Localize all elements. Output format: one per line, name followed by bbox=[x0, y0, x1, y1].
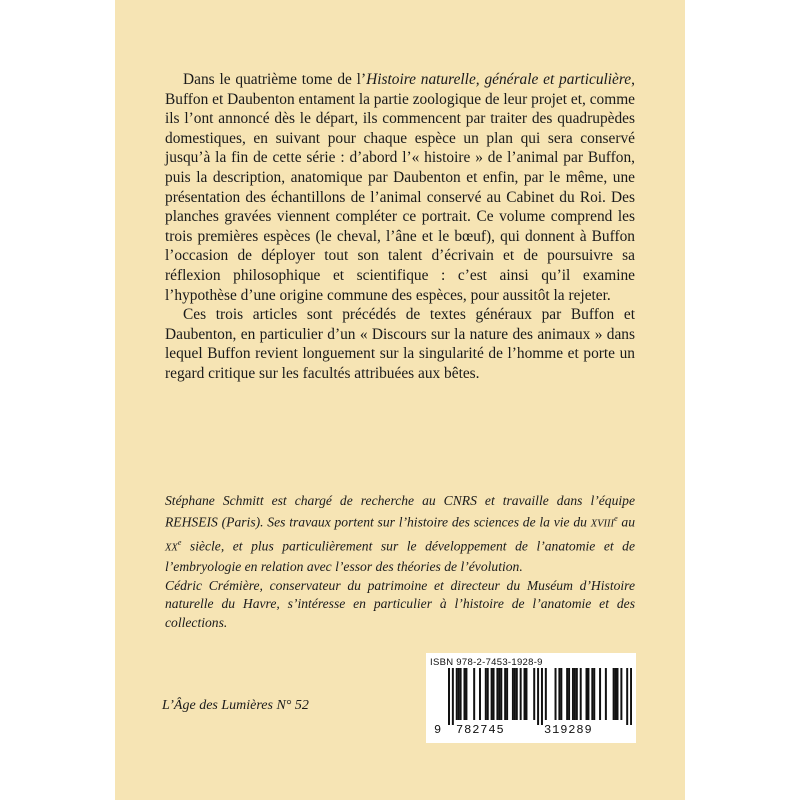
barcode-bar bbox=[491, 668, 493, 720]
barcode-bar bbox=[456, 668, 458, 720]
barcode-bar bbox=[613, 668, 615, 720]
text-run: Dans le quatrième tome de l’ bbox=[183, 71, 367, 88]
bio-schmitt bbox=[165, 492, 635, 577]
barcode-bar bbox=[615, 668, 617, 720]
small-caps-century: XX bbox=[165, 542, 178, 554]
barcode-bar bbox=[525, 668, 527, 720]
series-label: L’Âge des Lumières N° 52 bbox=[162, 698, 309, 713]
text-run: au bbox=[617, 514, 635, 530]
barcode-bar bbox=[568, 668, 570, 720]
barcode bbox=[448, 668, 632, 725]
author-bios bbox=[165, 492, 635, 632]
superscript: e bbox=[177, 538, 182, 548]
description-text bbox=[165, 70, 635, 384]
book-title-italic: Histoire naturelle, générale et particulière bbox=[366, 71, 632, 88]
small-caps-century: XVIII bbox=[590, 518, 615, 530]
text-run: siècle, et plus particulièrement sur le développement de l’anatomie et de l’embryologie en relation avec l’essor des théories de l’évolution. bbox=[165, 538, 635, 575]
barcode-bar bbox=[605, 668, 607, 720]
barcode-bar bbox=[541, 668, 543, 725]
barcode-bar bbox=[520, 668, 522, 720]
barcode-bar bbox=[458, 668, 460, 720]
barcode-bar bbox=[452, 668, 454, 725]
barcode-bar bbox=[448, 668, 450, 725]
barcode-bar bbox=[574, 668, 576, 720]
description-paragraph-1 bbox=[165, 70, 635, 305]
barcode-bar bbox=[566, 668, 568, 720]
barcode-bar bbox=[537, 668, 539, 725]
barcode-bar bbox=[500, 668, 502, 720]
barcode-bar bbox=[599, 668, 601, 720]
barcode-bar bbox=[586, 668, 588, 720]
barcode-bar bbox=[587, 668, 589, 720]
text-run: , Buffon et Daubenton entament la partie zoologique de leur projet et, comme ils l’ont annoncé dès le départ, ils commencent par traiter des quadrupèdes domestiques, en suivant pour chaque espèce un plan qui sera conservé jusqu’à la fin de cette série : d’abord l’« histoire » de l’animal par Buffon, puis la description, anatomique par Daubenton et enfin, par le même, une présentation des échantillons de l’animal conservé au Cabinet du Roi. Des planches gravées viennent compléter ce portrait. Ce volume comprend les trois premières espèces (le cheval, l’âne et le bœuf), qui donnent à Buffon l’occasion de déployer tout son talent d’écrivain et de poursuivre sa réflexion philosophique et scientifique : c’est ainsi qu’il examine l’hypothèse d’une origine commune des espèces, pour aussitôt la rejeter. bbox=[165, 71, 636, 304]
isbn-label: ISBN 978-2-7453-1928-9 bbox=[430, 657, 543, 668]
barcode-bar bbox=[580, 668, 582, 720]
barcode-bar bbox=[485, 668, 487, 720]
barcode-bar bbox=[514, 668, 516, 720]
barcode-bar bbox=[593, 668, 595, 720]
barcode-bar bbox=[506, 668, 508, 720]
barcode-bar bbox=[516, 668, 518, 720]
barcode-bar bbox=[626, 668, 628, 725]
barcode-bar bbox=[473, 668, 475, 720]
barcode-bar bbox=[533, 668, 535, 720]
barcode-bar bbox=[465, 668, 467, 720]
barcode-bar bbox=[558, 668, 560, 720]
barcode-bar bbox=[630, 668, 632, 725]
barcode-bar bbox=[555, 668, 557, 720]
barcode-bar bbox=[591, 668, 593, 720]
text-run: Stéphane Schmitt est chargé de recherche au CNRS et travaille dans l’équipe REHSEIS (Paris). Ses travaux portent sur l’histoire des sciences de la vie du bbox=[165, 493, 635, 530]
superscript: e bbox=[614, 514, 618, 524]
barcode-bar bbox=[493, 668, 495, 720]
barcode-bar bbox=[560, 668, 562, 720]
barcode-digits-group-1: 782745 bbox=[456, 723, 505, 737]
barcode-bar bbox=[504, 668, 506, 720]
isbn-barcode-block bbox=[426, 653, 636, 743]
barcode-bar bbox=[545, 668, 547, 720]
barcode-bar bbox=[617, 668, 619, 720]
barcode-bar bbox=[512, 668, 514, 720]
barcode-digit-lead: 9 bbox=[434, 723, 442, 737]
bio-cremiere: Cédric Crémière, conservateur du patrimoine et directeur du Muséum d’Histoire naturelle du Havre, s’intéresse en particulier à l’histoire de l’anatomie et des collections. bbox=[165, 577, 635, 630]
barcode-bar bbox=[576, 668, 578, 720]
barcode-bar bbox=[487, 668, 489, 720]
barcode-bar bbox=[620, 668, 622, 720]
description-paragraph-2: Ces trois articles sont précédés de textes généraux par Buffon et Daubenton, en particulier d’un « Discours sur la nature des animaux » dans lequel Buffon revient longuement sur la singularité de l’homme et porte un regard critique sur les facultés attribuées aux bêtes. bbox=[165, 306, 635, 382]
barcode-bar bbox=[496, 668, 498, 720]
barcode-bar bbox=[524, 668, 526, 720]
barcode-bar bbox=[460, 668, 462, 720]
barcode-bar bbox=[463, 668, 465, 720]
barcode-digits-group-2: 319289 bbox=[544, 723, 593, 737]
barcode-bar bbox=[479, 668, 481, 720]
barcode-bar bbox=[572, 668, 574, 720]
barcode-bar bbox=[498, 668, 500, 720]
